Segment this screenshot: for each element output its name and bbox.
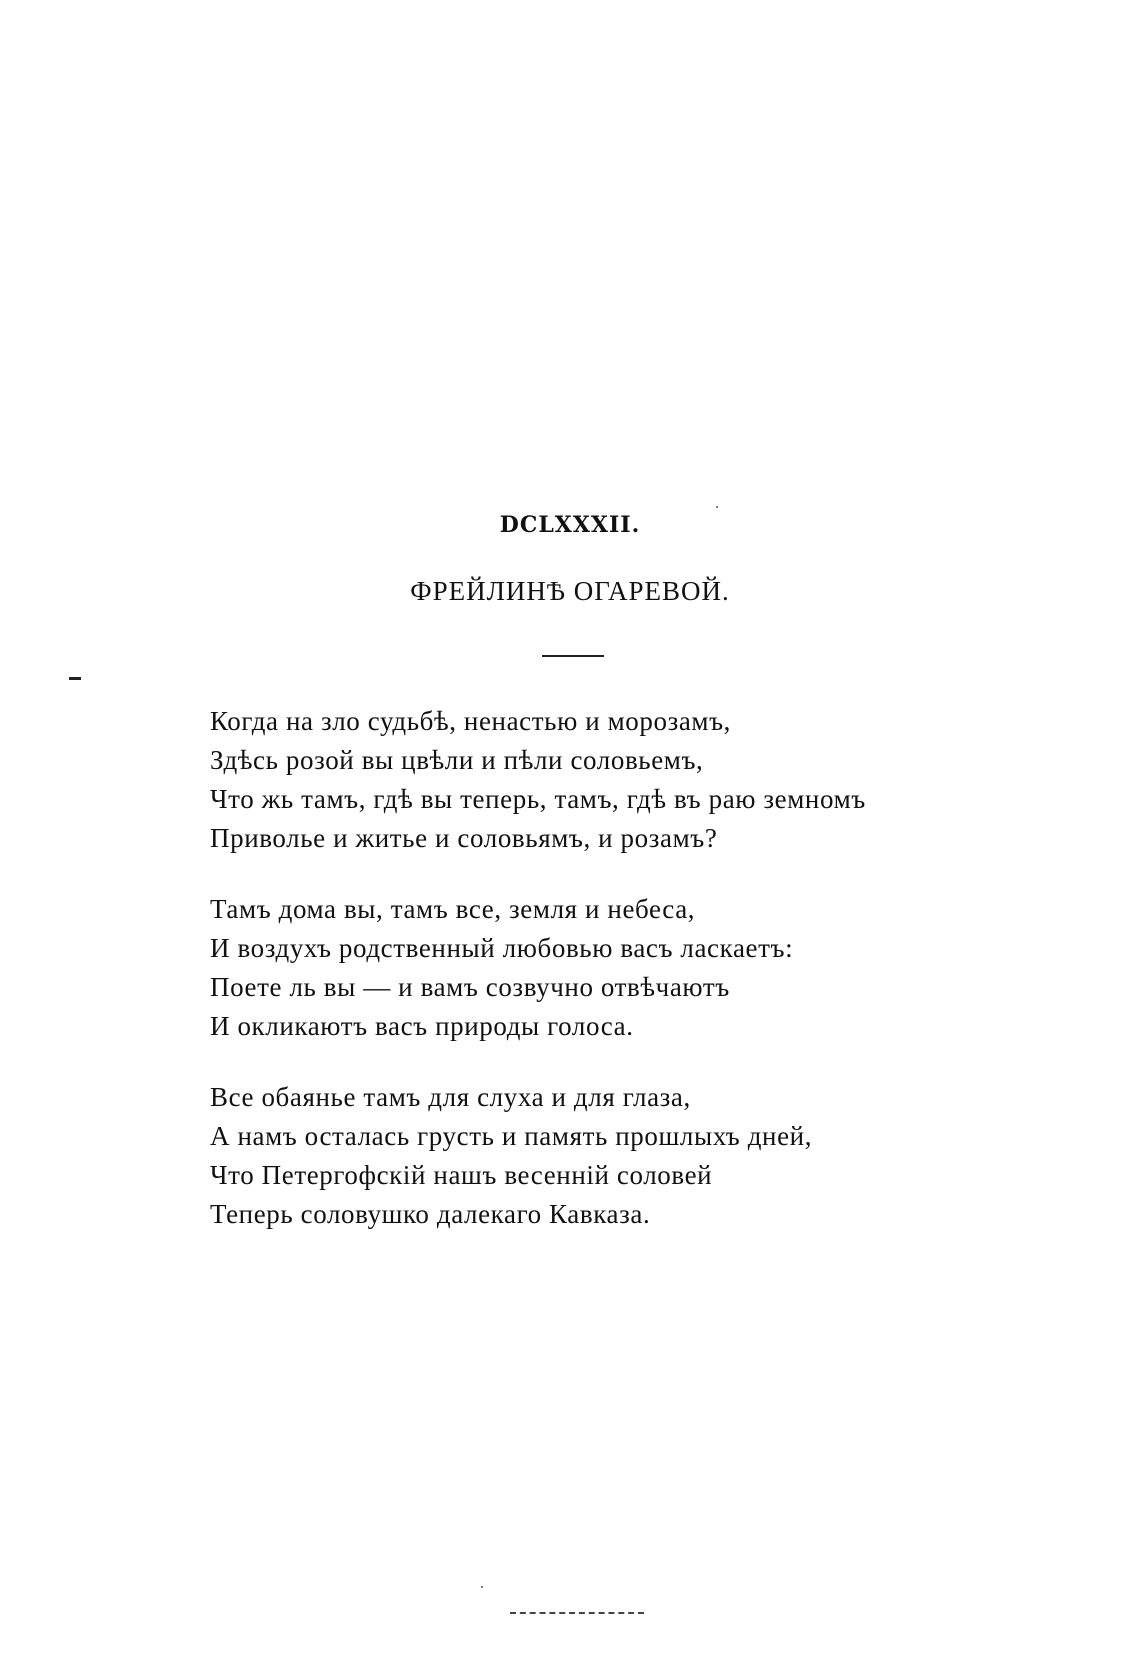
poem-line: Что жь тамъ, гдѣ вы теперь, тамъ, гдѣ въ раю земномъ [210, 784, 866, 814]
poem-line: И воздухъ родственный любовью васъ ласкаетъ: [210, 933, 794, 963]
poem-line: Тамъ дома вы, тамъ все, земля и небеса, [210, 894, 696, 924]
poem-line: Приволье и житье и соловьямъ, и розамъ? [210, 823, 718, 853]
title-divider [542, 655, 604, 657]
poem-number: DCLXXXII. [499, 512, 641, 538]
poem-line: И окликаютъ васъ природы голоса. [210, 1011, 634, 1041]
print-speck [716, 506, 718, 508]
poem-title: ФРЕЙЛИНѢ ОГАРЕВОЙ. [410, 576, 730, 606]
end-divider [510, 1612, 644, 1614]
stanza-3 [210, 1078, 1010, 1234]
poem-line: Теперь соловушко далекаго Кавказа. [210, 1199, 651, 1229]
stanza-1 [210, 702, 1010, 858]
poem-line: Поете ль вы — и вамъ созвучно отвѣчаютъ [210, 972, 730, 1002]
poem-line: Когда на зло судьбѣ, ненастью и морозамъ, [210, 706, 732, 736]
print-speck [481, 1586, 483, 1588]
stanza-2 [210, 890, 1010, 1046]
poem-line: Что Петергофскій нашъ весенній соловей [210, 1160, 713, 1190]
poem-line: Здѣсь розой вы цвѣли и пѣли соловьемъ, [210, 745, 704, 775]
poem-line: А намъ осталась грусть и память прошлыхъ дней, [210, 1121, 813, 1151]
margin-mark [69, 677, 81, 680]
poem-body [210, 702, 1010, 1266]
poem-line: Все обаянье тамъ для слуха и для глаза, [210, 1082, 691, 1112]
